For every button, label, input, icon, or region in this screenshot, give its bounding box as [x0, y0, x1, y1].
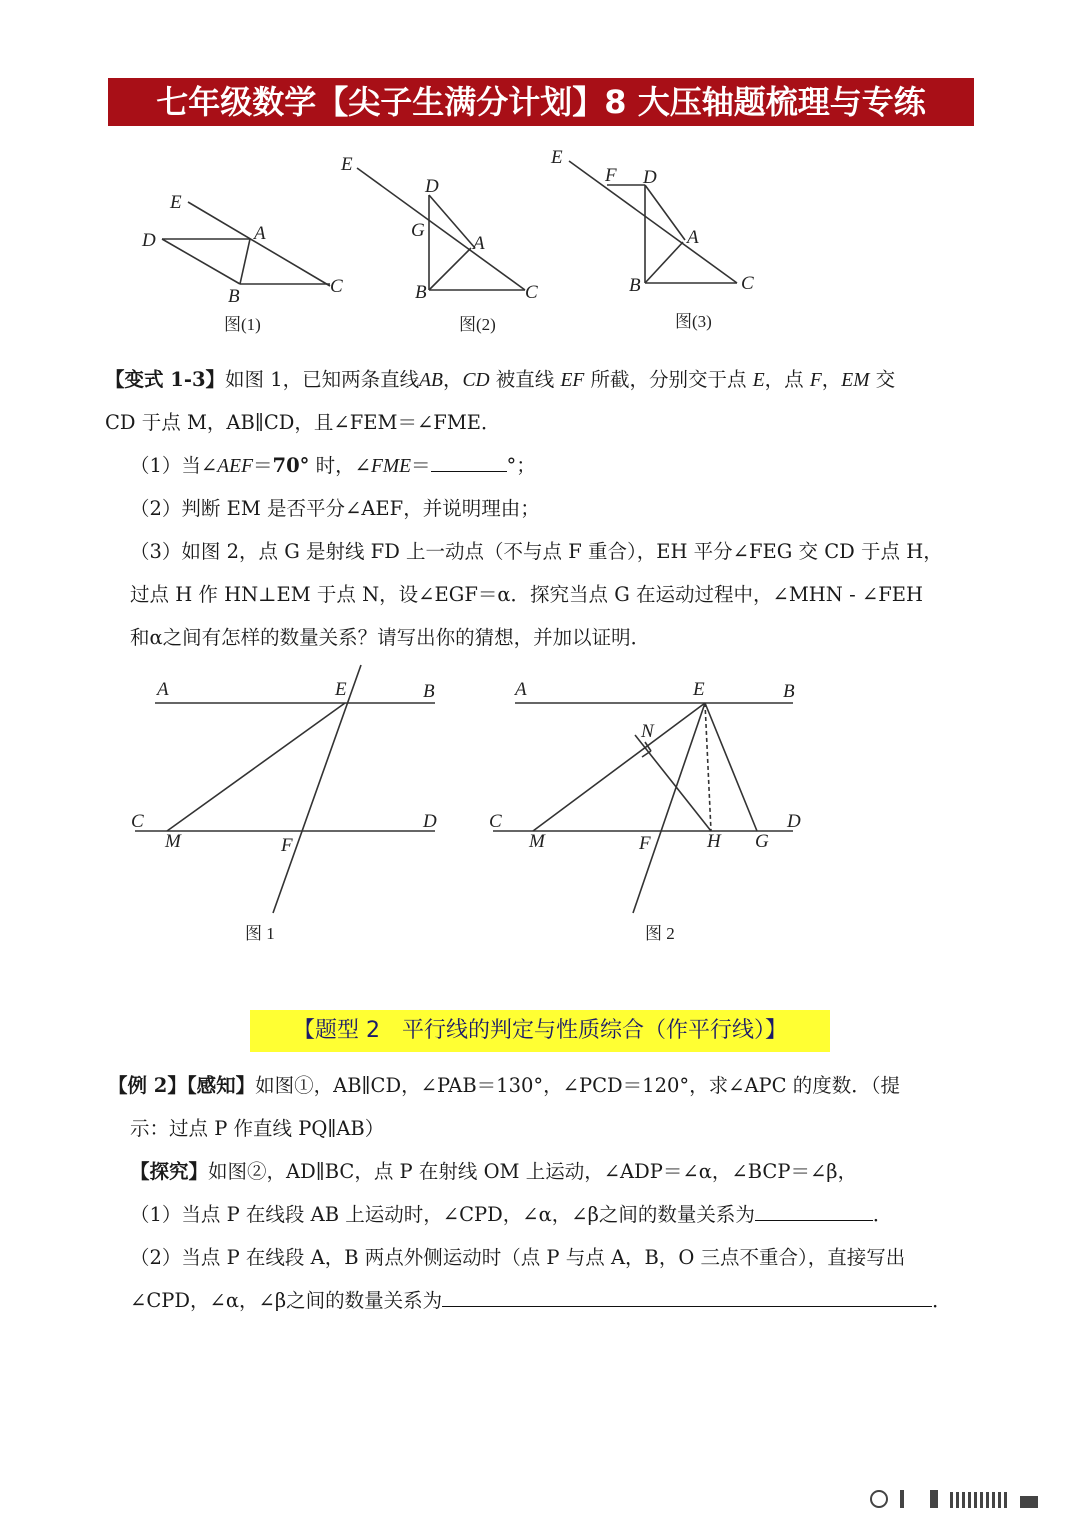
q1-text-fme: FME	[370, 456, 412, 477]
fig1-label-A: A	[254, 223, 266, 244]
example-line-2: 示：过点 P 作直线 PQ∥AB）	[130, 1117, 385, 1140]
mid2-label-F: F	[639, 833, 651, 854]
example-text-4: （1）当点 P 在线段 AB 上运动时，∠CPD，∠α，∠β之间的数量关系为	[130, 1203, 755, 1226]
mid1-caption: 图 1	[245, 924, 275, 943]
fig3-caption: 图(3)	[675, 312, 712, 331]
variant-text-em: EM	[841, 370, 870, 391]
variant-text-i: 交	[869, 368, 896, 391]
example-line-5: （2）当点 P 在线段 A，B 两点外侧运动时（点 P 与点 A，B，O 三点不重合），直接写出	[130, 1246, 906, 1269]
footer-circle-icon	[870, 1490, 888, 1508]
variant-text-d: 所截，分别交于点	[584, 368, 753, 391]
example-text-4-end: ．	[872, 1203, 893, 1226]
fig1-label-B: B	[228, 286, 240, 307]
q1-text-aef: AEF	[217, 456, 253, 477]
variant-text-e: E	[752, 370, 765, 391]
variant-text-g: F	[809, 370, 822, 391]
mid1-label-E: E	[335, 679, 347, 700]
example-line-6	[130, 1279, 952, 1322]
q1-text-c: 时，∠	[309, 454, 371, 477]
q1-text-d: ＝	[411, 454, 431, 477]
mid-figure-1	[125, 665, 455, 955]
variant-text-ef: EF	[560, 370, 585, 391]
example-text-1: 如图①，AB∥CD，∠PAB＝130°，∠PCD＝120°，求∠APC 的度数．（提	[255, 1074, 901, 1097]
top-figure-1	[130, 180, 370, 340]
q1-text-a: （1）当∠	[130, 454, 218, 477]
mid2-label-C: C	[489, 811, 502, 832]
variant-question-3-line-3: 和α之间有怎样的数量关系？请写出你的猜想，并加以证明．	[130, 626, 651, 649]
section-title: 【题型 2 平行线的判定与性质综合（作平行线）】	[250, 1010, 830, 1052]
perception-tag: 【感知】	[186, 1074, 256, 1097]
example-text-6-end: ．	[932, 1289, 952, 1312]
variant-text-a: 如图 1，已知两条直线	[225, 368, 420, 391]
variant-question-1	[130, 444, 536, 488]
fig3-label-D: D	[643, 167, 657, 188]
variant-line-2: CD 于点 M，AB∥CD，且∠FEM＝∠FME．	[105, 411, 501, 434]
variant-text-cd: CD	[462, 370, 490, 391]
example-line-1	[108, 1064, 900, 1107]
fig2-label-A: A	[473, 233, 485, 254]
variant-text-f: ，点	[764, 368, 810, 391]
mid1-label-A: A	[157, 679, 169, 700]
mid1-label-C: C	[131, 811, 144, 832]
example-line-4	[130, 1193, 892, 1236]
explore-tag: 【探究】	[130, 1160, 209, 1183]
fig3-label-F: F	[605, 165, 617, 186]
q1-text-b: ＝	[252, 454, 273, 477]
mid2-label-A: A	[515, 679, 527, 700]
variant-question-2: （2）判断 EM 是否平分∠AEF，并说明理由；	[130, 497, 540, 520]
fig2-caption: 图(2)	[459, 315, 496, 334]
page-banner: 七年级数学【尖子生满分计划】8 大压轴题梳理与专练	[108, 78, 974, 126]
variant-text-h: ，	[821, 368, 842, 391]
mid2-caption: 图 2	[645, 924, 675, 943]
answer-blank-2[interactable]	[442, 1286, 932, 1307]
q1-answer-blank[interactable]	[431, 451, 507, 472]
example-line-3	[130, 1150, 857, 1193]
variant-text-c: 被直线	[489, 368, 561, 391]
variant-text-b: ，	[442, 368, 463, 391]
fig2-label-E: E	[341, 154, 353, 175]
mid2-label-B: B	[783, 681, 795, 702]
example-text-6: ∠CPD，∠α，∠β之间的数量关系为	[130, 1289, 443, 1312]
mid2-label-H: H	[707, 831, 721, 852]
top-figure-3	[545, 145, 775, 335]
mid1-label-F: F	[281, 835, 293, 856]
top-figure-2	[335, 148, 555, 338]
answer-blank-1[interactable]	[755, 1200, 873, 1221]
mid1-label-D: D	[423, 811, 437, 832]
fig2-label-G: G	[411, 220, 425, 241]
mid-figure-2	[485, 665, 815, 955]
q1-text-e: °；	[506, 454, 536, 477]
fig3-label-A: A	[687, 227, 699, 248]
fig2-label-D: D	[425, 176, 439, 197]
fig3-label-B: B	[629, 275, 641, 296]
variant-tag: 【变式 1-3】	[105, 368, 226, 391]
fig1-label-D: D	[142, 230, 156, 251]
mid2-label-E: E	[693, 679, 705, 700]
variant-question-3-line-2: 过点 H 作 HN⊥EM 于点 N，设∠EGF＝α．探究当点 G 在运动过程中，∠MHN - ∠FEH	[130, 583, 923, 606]
variant-text-ab: AB	[419, 370, 443, 391]
mid2-label-N: N	[641, 721, 654, 742]
variant-line-1	[105, 358, 895, 402]
footer-marks	[870, 1488, 1060, 1508]
fig1-label-C: C	[330, 276, 343, 297]
fig2-label-C: C	[525, 282, 538, 303]
fig2-label-B: B	[415, 282, 427, 303]
fig1-label-E: E	[170, 192, 182, 213]
fig1-caption: 图(1)	[224, 315, 261, 334]
mid2-label-D: D	[787, 811, 801, 832]
mid2-label-G: G	[755, 831, 769, 852]
fig3-label-E: E	[551, 147, 563, 168]
example-tag: 【例 2】	[108, 1074, 187, 1097]
mid1-label-B: B	[423, 681, 435, 702]
q1-value: 70°	[272, 454, 310, 477]
variant-question-3-line-1: （3）如图 2，点 G 是射线 FD 上一动点（不与点 F 重合），EH 平分∠FEG 交 CD 于点 H，	[130, 540, 943, 563]
mid1-label-M: M	[165, 831, 181, 852]
example-text-3: 如图②，AD∥BC，点 P 在射线 OM 上运动，∠ADP＝∠α，∠BCP＝∠β，	[208, 1160, 858, 1183]
mid2-label-M: M	[529, 831, 545, 852]
fig3-label-C: C	[741, 273, 754, 294]
